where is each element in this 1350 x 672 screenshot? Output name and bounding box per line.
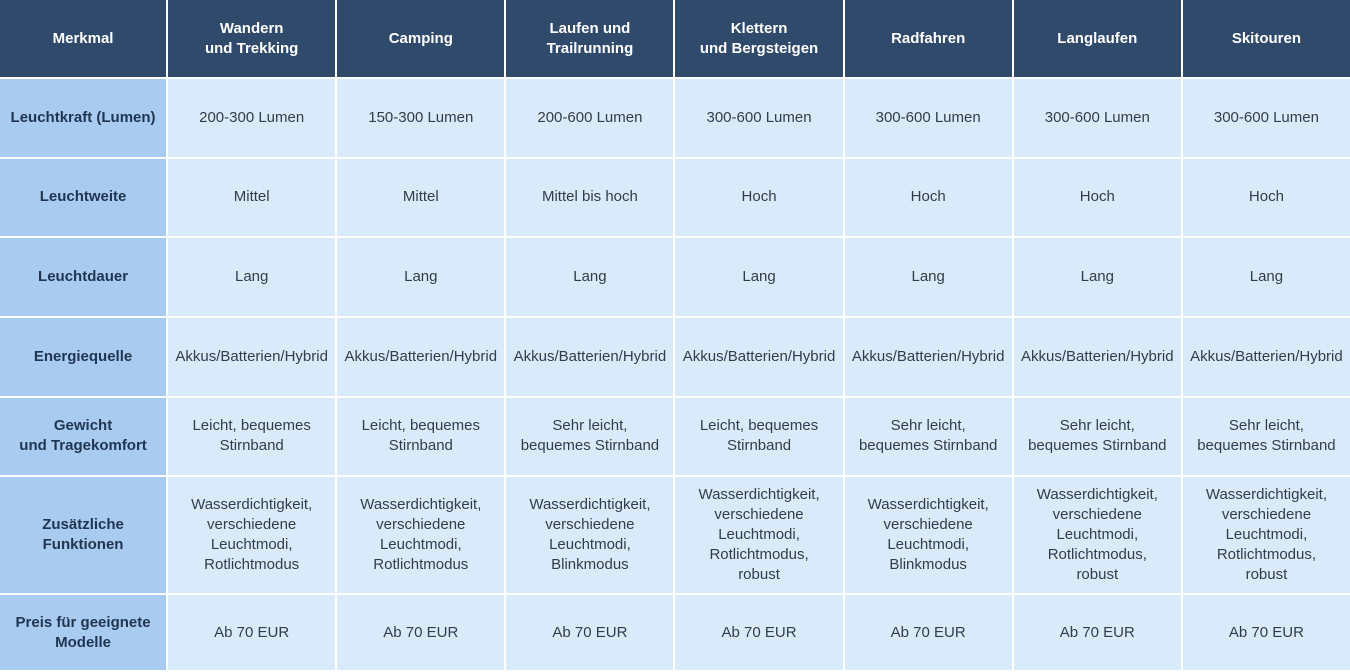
table-cell: Wasserdichtigkeit, verschiedene Leuchtmodi, Blinkmodus <box>845 477 1012 593</box>
row-label-gewicht: Gewicht und Tragekomfort <box>0 398 166 476</box>
table-cell: Leicht, bequemes Stirnband <box>168 398 335 476</box>
table-cell: Ab 70 EUR <box>1183 595 1350 670</box>
table-row <box>0 595 1350 670</box>
column-header-radfahren: Radfahren <box>845 0 1012 77</box>
table-cell: Ab 70 EUR <box>675 595 842 670</box>
table-cell: Lang <box>337 238 504 316</box>
table-cell: 300-600 Lumen <box>675 79 842 157</box>
table-cell: Wasserdichtigkeit, verschiedene Leuchtmodi, Blinkmodus <box>506 477 673 593</box>
table-cell: Akkus/Batterien/Hybrid <box>845 318 1012 396</box>
column-header-merkmal: Merkmal <box>0 0 166 77</box>
table-cell: Leicht, bequemes Stirnband <box>675 398 842 476</box>
table-cell: 200-300 Lumen <box>168 79 335 157</box>
table-cell: 200-600 Lumen <box>506 79 673 157</box>
column-header-laufen: Laufen und Trailrunning <box>506 0 673 77</box>
table-cell: Hoch <box>1014 159 1181 237</box>
table-cell: Lang <box>845 238 1012 316</box>
table-row <box>0 159 1350 237</box>
table-cell: Sehr leicht, bequemes Stirnband <box>845 398 1012 476</box>
table-cell: Ab 70 EUR <box>337 595 504 670</box>
table-cell: Hoch <box>675 159 842 237</box>
row-label-preis: Preis für geeignete Modelle <box>0 595 166 670</box>
column-header-langlaufen: Langlaufen <box>1014 0 1181 77</box>
row-label-funktionen: Zusätzliche Funktionen <box>0 477 166 593</box>
table-cell: Mittel <box>168 159 335 237</box>
table-cell: Lang <box>506 238 673 316</box>
table-cell: Ab 70 EUR <box>168 595 335 670</box>
table-cell: Akkus/Batterien/Hybrid <box>675 318 842 396</box>
table-cell: Wasserdichtigkeit, verschiedene Leuchtmodi, Rotlichtmodus <box>337 477 504 593</box>
header-row <box>0 0 1350 77</box>
table-cell: 300-600 Lumen <box>845 79 1012 157</box>
table-cell: Hoch <box>1183 159 1350 237</box>
table-cell: Akkus/Batterien/Hybrid <box>506 318 673 396</box>
table-cell: 150-300 Lumen <box>337 79 504 157</box>
table-cell: Mittel bis hoch <box>506 159 673 237</box>
table-cell: Wasserdichtigkeit, verschiedene Leuchtmodi, Rotlichtmodus <box>168 477 335 593</box>
table-cell: Akkus/Batterien/Hybrid <box>1183 318 1350 396</box>
table-cell: Ab 70 EUR <box>506 595 673 670</box>
table-row <box>0 477 1350 593</box>
table-cell: Akkus/Batterien/Hybrid <box>337 318 504 396</box>
table-cell: Lang <box>1183 238 1350 316</box>
table-cell: 300-600 Lumen <box>1183 79 1350 157</box>
table-cell: Akkus/Batterien/Hybrid <box>168 318 335 396</box>
row-label-leuchtdauer: Leuchtdauer <box>0 238 166 316</box>
row-label-leuchtweite: Leuchtweite <box>0 159 166 237</box>
column-header-camping: Camping <box>337 0 504 77</box>
table-row <box>0 318 1350 396</box>
table-cell: Lang <box>168 238 335 316</box>
table-row <box>0 398 1350 476</box>
table-cell: Mittel <box>337 159 504 237</box>
table-cell: Akkus/Batterien/Hybrid <box>1014 318 1181 396</box>
column-header-skitouren: Skitouren <box>1183 0 1350 77</box>
table-cell: Lang <box>675 238 842 316</box>
table-cell: Sehr leicht, bequemes Stirnband <box>1014 398 1181 476</box>
column-header-wandern: Wandern und Trekking <box>168 0 335 77</box>
table-row <box>0 238 1350 316</box>
table-row <box>0 79 1350 157</box>
table-cell: Wasserdichtigkeit, verschiedene Leuchtmodi, Rotlichtmodus, robust <box>1014 477 1181 593</box>
table-cell: Ab 70 EUR <box>1014 595 1181 670</box>
table-cell: Lang <box>1014 238 1181 316</box>
table-cell: Wasserdichtigkeit, verschiedene Leuchtmodi, Rotlichtmodus, robust <box>675 477 842 593</box>
table-cell: 300-600 Lumen <box>1014 79 1181 157</box>
table-cell: Sehr leicht, bequemes Stirnband <box>1183 398 1350 476</box>
column-header-klettern: Klettern und Bergsteigen <box>675 0 842 77</box>
row-label-energiequelle: Energiequelle <box>0 318 166 396</box>
table-cell: Sehr leicht, bequemes Stirnband <box>506 398 673 476</box>
table-cell: Ab 70 EUR <box>845 595 1012 670</box>
table-cell: Wasserdichtigkeit, verschiedene Leuchtmodi, Rotlichtmodus, robust <box>1183 477 1350 593</box>
table-cell: Hoch <box>845 159 1012 237</box>
row-label-leuchtkraft: Leuchtkraft (Lumen) <box>0 79 166 157</box>
table-cell: Leicht, bequemes Stirnband <box>337 398 504 476</box>
